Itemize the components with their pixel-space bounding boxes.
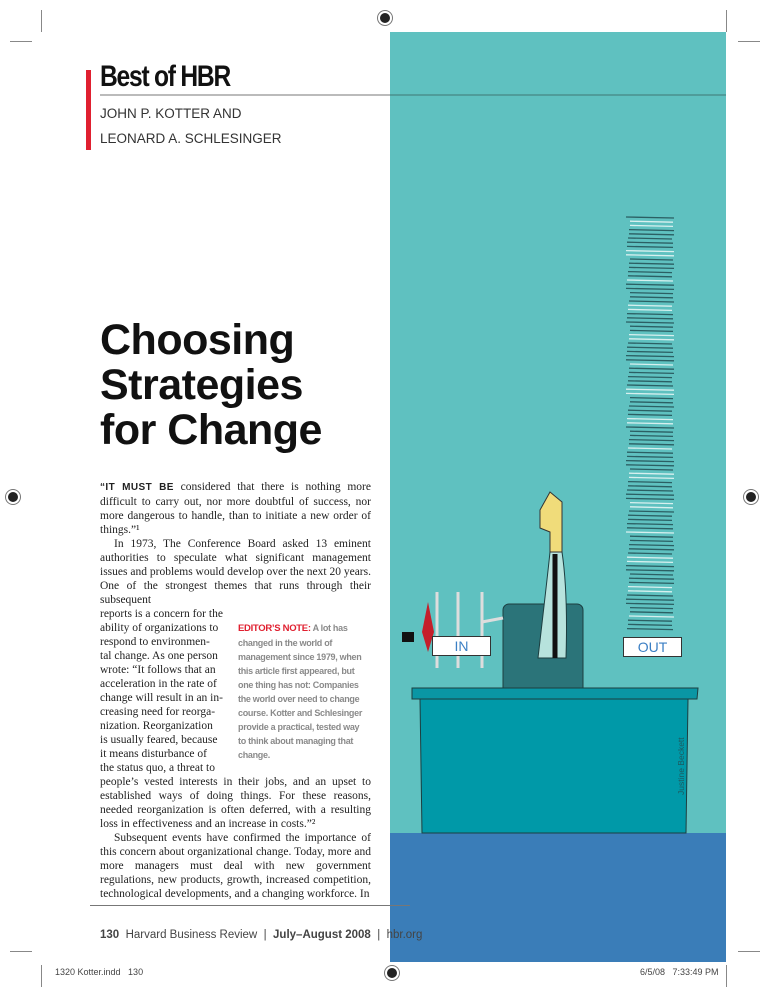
paper-sheet — [627, 595, 673, 596]
paper-sheet — [629, 473, 674, 474]
paragraph-2: In 1973, The Conference Board asked 13 eminent authorities to speculate what significant management issues and problems would develop over the next 20 years. One of the strongest themes that runs through their subsequent — [100, 538, 371, 606]
paper-sheet — [627, 385, 673, 386]
paper-sheet — [630, 612, 673, 613]
note-line: one thing has not: Companies — [238, 680, 359, 690]
paper-sheet — [630, 469, 673, 470]
article-title — [100, 318, 322, 453]
paper-sheet — [628, 515, 672, 516]
paper-sheet — [630, 297, 673, 298]
registration-mark-icon — [6, 490, 20, 504]
paper-stack — [626, 217, 674, 630]
paragraph-text: considered that there is nothing more difficult to carry out, nor more doubtful of success, nor more dangerous to handle, than to initiate a new order of things.”¹ — [100, 481, 371, 536]
paper-sheet — [626, 360, 674, 361]
paper-sheet — [626, 393, 674, 394]
site-url: hbr.org — [386, 929, 423, 941]
small-people — [437, 592, 503, 668]
issue-date: July–August 2008 — [273, 929, 371, 941]
paper-sheet — [626, 498, 674, 499]
paper-sheet — [629, 545, 674, 546]
title-line: Choosing — [100, 316, 295, 364]
paper-sheet — [629, 339, 674, 340]
paper-sheet — [629, 549, 674, 550]
crop-mark — [738, 951, 760, 952]
crop-mark — [41, 10, 42, 32]
text-line: it means disturbance of — [100, 748, 207, 760]
paper-sheet — [627, 629, 673, 630]
paper-sheet — [626, 322, 674, 323]
paper-sheet — [626, 356, 674, 357]
paper-sheet — [628, 343, 672, 344]
lead-in: “IT MUST BE — [100, 482, 174, 493]
paper-sheet — [628, 591, 672, 592]
paper-sheet — [630, 435, 673, 436]
paper-sheet — [628, 448, 672, 449]
title-line: for Change — [100, 406, 322, 454]
paper-sheet — [628, 410, 672, 411]
author-line: LEONARD A. SCHLESINGER — [100, 131, 282, 146]
author-line: JOHN P. KOTTER AND — [100, 106, 242, 121]
paper-sheet — [629, 444, 674, 445]
text-line: ability of organizations to — [100, 622, 219, 634]
out-tray-label: OUT — [623, 637, 682, 657]
registration-mark-icon — [378, 11, 392, 25]
paper-sheet — [626, 603, 674, 604]
paper-sheet — [627, 524, 673, 525]
paper-sheet — [627, 561, 673, 562]
footer-rule — [90, 905, 410, 906]
print-slug-timestamp: 6/5/08 7:33:49 PM — [640, 967, 719, 977]
paper-sheet — [626, 599, 674, 600]
paper-sheet — [628, 482, 672, 483]
paper-sheet — [626, 284, 674, 285]
paper-sheet — [628, 620, 672, 621]
text-line: the status quo, a threat to — [100, 762, 215, 774]
note-line: course. Kotter and Schlesinger — [238, 708, 363, 718]
section-kicker: Best of HBR — [100, 60, 230, 93]
paper-sheet — [630, 503, 673, 504]
paper-sheet — [630, 259, 673, 260]
text-line: is usually feared, because — [100, 734, 218, 746]
note-line: this article first appeared, but — [238, 666, 355, 676]
paper-sheet — [626, 255, 674, 256]
paper-sheet — [626, 570, 674, 571]
text-line: respond to environmen- — [100, 636, 210, 648]
paper-sheet — [627, 318, 673, 319]
editors-note — [238, 621, 371, 762]
paper-sheet — [630, 608, 673, 609]
page-footer: 130 Harvard Business Review | July–August 2008 | hbr.org — [100, 929, 423, 941]
paper-sheet — [630, 402, 673, 403]
paper-sheet — [629, 368, 674, 369]
paper-sheet — [627, 314, 673, 315]
paper-sheet — [630, 574, 673, 575]
desk-top — [412, 688, 698, 699]
paper-sheet — [629, 578, 674, 579]
paper-sheet — [628, 276, 672, 277]
paper-sheet — [626, 532, 674, 533]
paper-sheet — [630, 364, 673, 365]
paper-sheet — [629, 616, 674, 617]
paper-sheet — [627, 351, 673, 352]
paper-sheet — [626, 217, 674, 218]
paper-sheet — [630, 221, 673, 222]
paper-sheet — [629, 301, 674, 302]
article-column — [100, 480, 423, 942]
in-tray-label: IN — [432, 636, 491, 656]
paper-sheet — [628, 486, 672, 487]
paper-sheet — [629, 267, 674, 268]
registration-mark-icon — [385, 966, 399, 980]
paper-sheet — [629, 511, 674, 512]
crop-mark — [41, 965, 42, 987]
editors-note-label: EDITOR’S NOTE: — [238, 623, 311, 634]
note-line: changed in the world of — [238, 638, 333, 648]
registration-mark-icon — [744, 490, 758, 504]
crop-mark — [10, 41, 32, 42]
crop-mark — [726, 965, 727, 987]
paper-sheet — [629, 477, 674, 478]
paper-sheet — [626, 494, 674, 495]
illustration-credit: Justine Beckett — [676, 737, 686, 795]
header-rule — [100, 94, 390, 96]
paragraph-2-with-note — [100, 607, 371, 775]
crop-mark — [738, 41, 760, 42]
note-line: change. — [238, 750, 270, 760]
paper-sheet — [626, 427, 674, 428]
page-number: 130 — [100, 929, 120, 941]
header-rule-over-art — [390, 94, 726, 96]
note-line: provide a practical, tested way — [238, 722, 360, 732]
note-line: management since 1979, when — [238, 652, 362, 662]
paper-sheet — [628, 272, 672, 273]
paragraph-1 — [100, 480, 371, 537]
title-line: Strategies — [100, 361, 303, 409]
paper-sheet — [630, 398, 673, 399]
publication-name: Harvard Business Review — [125, 929, 258, 941]
paper-sheet — [630, 507, 673, 508]
print-slug-file: 1320 Kotter.indd 130 — [55, 967, 144, 977]
paper-sheet — [630, 330, 673, 331]
paper-sheet — [629, 263, 674, 264]
paper-sheet — [627, 528, 673, 529]
paper-sheet — [629, 406, 674, 407]
paper-sheet — [626, 465, 674, 466]
paper-sheet — [629, 230, 674, 231]
paper-sheet — [627, 347, 673, 348]
paper-sheet — [628, 519, 672, 520]
paper-sheet — [627, 456, 673, 457]
text-line: acceleration in the rate of — [100, 678, 217, 690]
crop-mark — [10, 951, 32, 952]
note-line: to think about managing that — [238, 736, 354, 746]
paper-sheet — [626, 251, 674, 252]
text-line: change will result in an in- — [100, 692, 223, 704]
desk-front — [420, 699, 688, 833]
paper-sheet — [630, 536, 673, 537]
paper-sheet — [627, 423, 673, 424]
paper-sheet — [629, 335, 674, 336]
paper-sheet — [628, 377, 672, 378]
paper-sheet — [629, 440, 674, 441]
person-head — [540, 492, 562, 552]
note-line: A lot has — [312, 623, 348, 633]
paper-sheet — [630, 293, 673, 294]
paper-sheet — [626, 461, 674, 462]
paper-sheet — [628, 587, 672, 588]
paper-sheet — [630, 540, 673, 541]
article-body — [100, 480, 371, 901]
text-line: tal change. As one person — [100, 650, 218, 662]
note-line: the world over need to change — [238, 694, 360, 704]
briefcase — [402, 632, 414, 642]
paper-sheet — [627, 490, 673, 491]
desk-illustration — [390, 32, 726, 962]
paper-sheet — [630, 326, 673, 327]
text-line: creasing need for reorga- — [100, 706, 216, 718]
paper-sheet — [627, 242, 673, 243]
paragraph-2-end: people’s vested interests in their jobs, and an upset to established ways of doing things. For these reasons, needed reorganization is often deferred, with a resulting loss in effectiveness and an increase in costs.”² — [100, 776, 371, 830]
paragraph-3: Subsequent events have confirmed the importance of this concern about organizational change. Today, more and more managers must deal with new government regulations, new products, growth, increased competition, technological developments, and a changing workforce. In — [100, 832, 371, 900]
paper-sheet — [629, 372, 674, 373]
text-line: wrote: “It follows that an — [100, 664, 216, 676]
paper-sheet — [626, 288, 674, 289]
paper-sheet — [628, 305, 672, 306]
paper-sheet — [629, 234, 674, 235]
crop-mark — [726, 10, 727, 32]
paper-sheet — [629, 582, 674, 583]
paper-sheet — [628, 238, 672, 239]
text-line: nization. Reorganization — [100, 720, 213, 732]
paper-sheet — [627, 557, 673, 558]
paper-sheet — [628, 624, 672, 625]
text-line: reports is a concern for the — [100, 608, 223, 620]
paper-sheet — [626, 566, 674, 567]
paper-sheet — [626, 389, 674, 390]
paper-sheet — [627, 452, 673, 453]
section-accent-bar — [86, 70, 91, 150]
paper-sheet — [627, 280, 673, 281]
paper-sheet — [628, 309, 672, 310]
paper-sheet — [628, 414, 672, 415]
paragraph-2-narrow — [100, 607, 232, 775]
paper-sheet — [630, 225, 673, 226]
paper-sheet — [627, 246, 673, 247]
paper-sheet — [630, 431, 673, 432]
paper-sheet — [627, 419, 673, 420]
paper-sheet — [628, 553, 672, 554]
paper-sheet — [628, 381, 672, 382]
